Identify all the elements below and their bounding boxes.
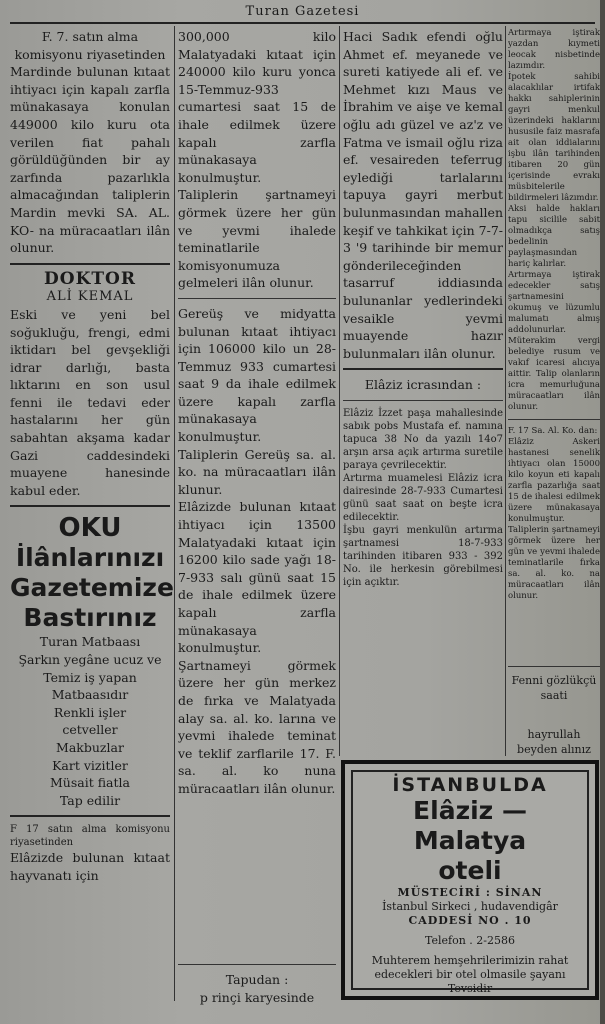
column-divider: [174, 26, 175, 1001]
notice-text: Taliplerin Gereüş sa. al. ko. na müracaatları ilân klunur.: [178, 446, 336, 497]
notice-text: Gereüş ve midyatta bulunan kıtaat ihtiyacı için 106000 kilo un 28-Temmuz 933 cumartesi saat 9 da ihale edilmek üzere kapalı zarfla münakasaya konulmuştur.: [178, 305, 336, 445]
column-1: [10, 28, 174, 885]
ad-line: Gazetemize: [10, 573, 174, 603]
notice-heading: F. 7. satın alma komisyonu riyasetinden: [14, 29, 166, 62]
header-divider: [10, 22, 595, 24]
notice-text: Elâzizde bulunan kıtaat ihtiyacı için 13500 Malatyadaki kıtaat için 16200 kilo sade yağı 18-7-933 salı günü saat 15 de ihale edilmek üzere kapalı zarfla münakasaya konulmuştur.: [178, 499, 336, 656]
column-divider: [339, 26, 340, 756]
matbaa-text: Şarkın yegâne ucuz ve Temiz iş yapan Matbaasıdır: [18, 652, 162, 703]
notice-text: Taliplerin şartnameyi görmek üzere her gün ve yevmi ihalede teminatlarile fırka sa. al. ko. na müracaatları ilân olunur.: [508, 525, 600, 601]
doktor-name: ALİ KEMAL: [46, 289, 134, 305]
icra-text: Artırma muamelesi Elâziz icra dairesinde 28-7-933 Cumartesi günü saat saat on beşte icra edilecektir.: [343, 472, 503, 523]
ad-title: İSTANBULDA: [392, 774, 548, 796]
service-item: Tap edilir: [59, 792, 121, 808]
icra-text: Elâziz İzzet paşa mahallesinde sabık pobs Mustafa ef. namına tapuca 38 No da yazılı 14o7 arşın arsa açık artırma suretile paraya çevrilecektir.: [343, 407, 503, 471]
hotel-name-2: oteli: [438, 856, 502, 885]
icra-heading: Elâziz icrasından :: [364, 377, 482, 393]
notice-text: İpotek sahibi alacaklılar irtifak hakkı sahiplerinin gayri menkul üzerindeki haklarını hususile faiz masrafa ait olan iddialarını işbu ilân tarihinden itibaren 20 gün içerisinde evrakı müsbitelerile bildirmeleri lâzımdır.: [508, 72, 600, 203]
doktor-heading: DOKTOR: [44, 268, 136, 289]
ad-line: İlânlarınızı: [15, 543, 165, 573]
service-item: Makbuzlar: [56, 740, 124, 755]
notice-text: Mardinde bulunan kıtaat ihtiyacı için kapalı zarfla münakasaya konulan 449000 kilo kuru ota verilen fiat pahalı görüldüğünden bir ay zarfında pazarlıkla almacağından taliplerin Mardin mevki SA. AL. KO- na müracaatları ilân olunur.: [10, 64, 170, 256]
divider: [10, 263, 170, 265]
hotel-text: Tevsidir: [447, 982, 493, 995]
divider: [343, 400, 503, 401]
hotel-phone: Telefon . 2-2586: [425, 934, 515, 947]
tapudan-section: [178, 958, 336, 1007]
matbaa-name: Turan Matbaası: [39, 634, 141, 650]
notice-text: Elâziz Askeri hastanesi senelik ihtiyacı olan 15000 kilo koyun eti kapalı zarfla pazarlığa saat 15 de ihalesi edilmek üzere münakasaya konulmuştur.: [508, 437, 600, 524]
ad-line: Bastırınız: [23, 603, 157, 633]
notice-text: Artırmaya iştirak edecekler satış şartnamesini okumuş ve lüzumlu malumatı almış addolunurlar.: [508, 270, 600, 335]
notice-text: Artırmaya iştirak yazdan kıymeti leocak nisbetinde lazımdır.: [508, 28, 600, 71]
column-2: [178, 28, 336, 798]
divider: [508, 419, 600, 420]
notice-text: Aksi halde hakları tapu sicilile sabit olmadıkça satış bedelinin paylaşmasından hariç kalırlar.: [508, 204, 600, 269]
column-divider: [505, 26, 506, 756]
doktor-text: Eski ve yeni bel soğukluğu, frengi, edmi iktidarı bel gevşekliği idrar darlığı, basta lıktarını en son usul fenni ile tedavi eder hastalarını her gün sabahtan akşama kadar Gazi caddesindeki muayene hanesinde kabul eder.: [10, 306, 170, 498]
hotel-text: edecekleri bir otel olmasile şayanı: [374, 968, 566, 981]
page-binding-edge: [600, 0, 605, 1024]
notice-heading: F. 17 Sa. Al. Ko. dan:: [508, 426, 598, 436]
divider: [10, 815, 170, 817]
hotel-advertisement: [341, 760, 599, 1000]
divider: [343, 368, 503, 370]
divider: [508, 666, 600, 667]
service-item: cetveller: [62, 722, 118, 738]
hotel-name: Elâziz — Malatya: [413, 796, 527, 855]
service-item: Kart vizitler: [52, 757, 128, 773]
oku-heading: OKU: [58, 513, 122, 544]
notice-text: Haci Sadık efendi oğlu Ahmet ef. meyanede ve sureti katiyede ali ef. ve Mehmet kızı Maus ve İbrahim ve aişe ve kemal oğlu adı güzel ve az'z ve Fatma ve ismail oğlu riza ef. vesaireden teferrug eylediği tarlalarını tapuya gayri merbut bulunmasından mahallen keşif ve tahkikat için 7-7-3 '9 tarihinde bir memur gönderileceğinden tasarruf iddiasında bulunanlar yedlerindeki vesaikle yevmi muayende hazır bulunmaları ilân olunur.: [343, 29, 503, 361]
hotel-owner: MÜSTECİRİ : SİNAN: [397, 886, 543, 899]
column-3: [343, 28, 503, 589]
divider: [178, 964, 336, 965]
divider: [10, 505, 170, 507]
divider: [178, 298, 336, 299]
hotel-street: CADDESİ NO . 10: [408, 914, 532, 927]
tapudan-text: p rinçi karyesinde: [199, 990, 315, 1005]
notice-text: Elâzizde bulunan kıtaat hayvanatı için: [10, 850, 170, 883]
newspaper-header: Turan Gazetesi: [245, 4, 360, 19]
gozlukcu-ad: [508, 660, 600, 757]
notice-text: Müterakim vergi belediye rusum ve vakıf icaresi alıcıya aittir. Talip olanların icra memurluğuna müracaatları ilân olunur.: [508, 336, 600, 412]
service-list: [10, 704, 170, 810]
notice-text: Şartnameyi görmek üzere her gün merkez de fırka ve Malatyada alay sa. al. ko. larına ve yevmi ihalede teminat ve teklif zarflarile 17. F. sa. al. ko nuna müracaatları ilân olunur.: [178, 657, 336, 796]
service-item: Renkli işler: [53, 704, 127, 720]
gozlukcu-heading: Fenni gözlükçü saati: [511, 674, 597, 702]
tapudan-heading: Tapudan :: [225, 972, 289, 987]
notice-text: 300,000 kilo Malatyadaki kıtaat için 240000 kilo kuru yonca 15-Temmuz-933 cumartesi saat 15 de ihale edilmek üzere kapalı zarfla münakasaya konulmuştur.: [178, 29, 336, 185]
hotel-text: Muhterem hemşehrilerimizin rahat: [371, 954, 569, 967]
notice-heading: F 17 satın alma komisyonu riyasetinden: [10, 824, 170, 849]
icra-text: İşbu gayri menkulün artırma şartnamesi 18-7-933 tarihinden itibaren 933 - 392 No. ile herkesin görebilmesi için açıktır.: [343, 524, 503, 588]
hotel-ad-inner-border: [351, 770, 589, 995]
service-item: Müsait fiatla: [50, 775, 130, 791]
notice-text: Taliplerin şartnameyi görmek üzere her gün ve yevmi ihalede teminatlarile komisyonumuza gelmeleri ilân olunur.: [178, 187, 336, 291]
hotel-address: İstanbul Sirkeci , hudavendigâr: [382, 900, 558, 913]
gozlukcu-text: hayrullah beyden alınız: [517, 728, 591, 756]
